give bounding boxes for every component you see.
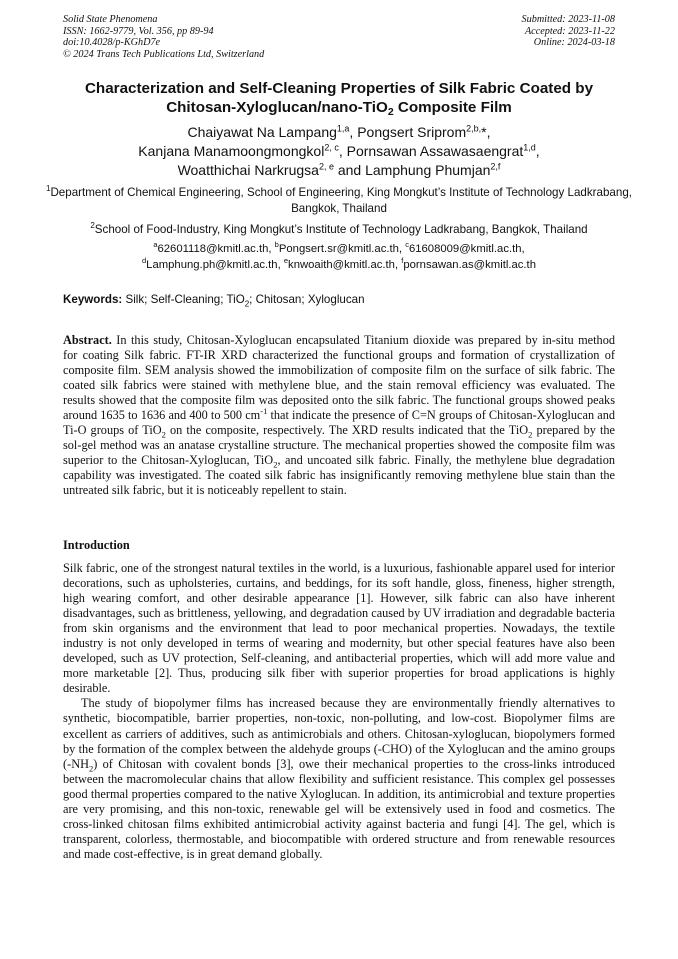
keywords: Keywords: Silk; Self-Cleaning; TiO$_2$; Chitosan; Xyloglucan [63, 293, 365, 309]
author-name: Pornsawan Assawasaengrat [346, 143, 524, 159]
email-c: 61608009@kmitl.ac.th, [408, 243, 525, 255]
author-name: Woatthichai Narkrugsa [177, 162, 319, 178]
paper-title [40, 80, 638, 119]
online-date: Online: 2024-03-18 [533, 37, 615, 49]
journal-copyright: © 2024 Trans Tech Publications Ltd, Switzerland [63, 48, 265, 60]
journal-info [63, 14, 264, 60]
email-line-2: $^d$Lamphung.ph@kmitl.ac.th, $^e$knwoaith@kmitl.ac.th, $^f$pornsawan.as@kmitl.ac.th [142, 255, 536, 271]
abstract-label: Abstract. [63, 333, 112, 347]
abstract: Abstract. In this study, Chitosan-Xyloglucan encapsulated Titanium dioxide was prepared by in-situ method for coating Silk fabric. FT-IR XRD characterized the functional groups and formation of crystallization of composite film. SEM analysis showed the immobilization of composite film on the surface of silk fabric. The coated silk fabrics were stained with methylene blue, and the stain removal efficiency was evaluated. The results showed that the composite film was deposited onto the silk fabric. The functional groups showed peaks around 1635 to 1636 and 400 to 500 $cm^{-1}$ that indicate the presence of C=N groups of Chitosan-Xyloglucan and Ti-O groups of TiO$_2$ on the composite, respectively. The XRD results indicated that the TiO$_2$ prepared by the sol-gel method was an anatase crystalline structure. The mechanical properties showed the composite film was superior to the Chitosan-Xyloglucan, TiO$_2$, and uncoated silk fabric. Finally, the methylene blue degradation capability was investigated. The coated silk fabric has insignificantly removing methylene blue stain than the untreated silk fabric, but it is noticeably repellent to stain. [63, 333, 616, 498]
email-line-1: $^a$62601118@kmitl.ac.th, $^b$Pongsert.sr@kmitl.ac.th, $^c$61608009@kmitl.ac.th, [153, 240, 525, 255]
corresponding-author-mark: * [481, 124, 487, 140]
affiliation-1: $^1$Department of Chemical Engineering, School of Engineering, King Mongkut’s Institute of Technology Ladkrabang, Bangkok, Thailand [45, 184, 632, 215]
journal-doi: doi:10.4028/p-KGhD7e [63, 37, 161, 49]
author-name: Lamphung Phumjan [365, 162, 491, 178]
title-line-2: Chitosan-Xyloglucan/nano-TiO2 Composite Film [166, 98, 512, 118]
author-list [40, 123, 638, 180]
keywords-label: Keywords: [63, 293, 123, 306]
submission-dates [522, 14, 615, 49]
paragraph: Silk fabric, one of the strongest natural textiles in the world, is a luxurious, fashionable apparel used for interior decorations, such as upholsteries, curtains, and beddings, for its soft handle, gloss, fineness, higher strength, high wearing comfort, and other desirable appearance [1]. However, silk fabric can also have inherent disadvantages, such as brittleness, yellowing, and degradation caused by UV irradiation and degradable bacteria from skin organisms and the environment that lead to poor mechanical properties. Nowadays, the textile industry is not only developed in terms of wearing and modernity, but other special features have also been developed, such as UV protection, Self-cleaning, and antibacterial properties, which will add more value and more marketable [2]. Thus, producing silk fiber with superior properties for broad applications is highly desirable. [63, 561, 615, 696]
author-line-1: Chaiyawat Na Lampang$^{1,a}$, Pongsert Sriprom$^{2,b,}$*, [187, 123, 491, 140]
introduction-body [63, 561, 615, 862]
author-name: Pongsert Sriprom [357, 124, 467, 140]
paragraph: The study of biopolymer films has increased because they are environmentally friendly alternatives to synthetic, biocompatible, barrier properties, non-toxic, non-polluting, and low-cost. Biopolymer films are excellent as carriers of additives, such as antimicrobials and others. Chitosan-xyloglucan, biopolymers formed by the formation of the complex between the aldehyde groups (-CHO) of the Xyloglucan and the amino groups $(-NH_2)$ of Chitosan with covalent bonds [3], owe their mechanical properties to the cross-links introduced between the macromolecular chains that allow flexibility and sufficient resistance. This complex gel possesses good thermal properties compared to the native Xyloglucan. In addition, its antimicrobial and texture properties are very promising, and this non-toxic, renewable gel will be extensively used in food and cosmetics. The cross-linked chitosan films exhibited antimicrobial activity against bacteria and fungi [4]. The gel, which is transparent, colorless, thermostable, and biocompatible with ordered structure and from renewable resources and made cost-effective, is in great demand globally. [63, 696, 615, 861]
author-name: Kanjana Manamoongmongkol [138, 143, 325, 159]
email-b: Pongsert.sr@kmitl.ac.th, [278, 243, 403, 255]
author-name: Chaiyawat Na Lampang [187, 124, 337, 140]
email-e: knwoaith@kmitl.ac.th, [288, 258, 399, 271]
accepted-date: Accepted: 2023-11-22 [524, 25, 615, 37]
author-line-2: Kanjana Manamoongmongkol$^{2, c}$, Pornsawan Assawasaengrat$^{1,d}$, [138, 142, 540, 159]
affiliation-2: $^2$School of Food-Industry, King Mongkut’s Institute of Technology Ladkrabang, Bangkok, Thailand [90, 221, 588, 236]
author-line-3: Woatthichai Narkrugsa$^{2, e}$ and Lamphung Phumjan$^{2,f}$ [177, 161, 501, 178]
section-heading-introduction: Introduction [63, 538, 130, 552]
title-line-1: Characterization and Self-Cleaning Properties of Silk Fabric Coated by [84, 80, 594, 97]
email-a: 62601118@kmitl.ac.th, [157, 243, 272, 255]
journal-name: Solid State Phenomena [63, 14, 158, 25]
email-f: pornsawan.as@kmitl.ac.th [403, 258, 536, 271]
email-d: Lamphung.ph@kmitl.ac.th, [146, 258, 281, 271]
submitted-date: Submitted: 2023-11-08 [521, 14, 615, 25]
journal-issn: ISSN: 1662-9779, Vol. 356, pp 89-94 [63, 25, 214, 37]
author-emails [40, 242, 638, 273]
